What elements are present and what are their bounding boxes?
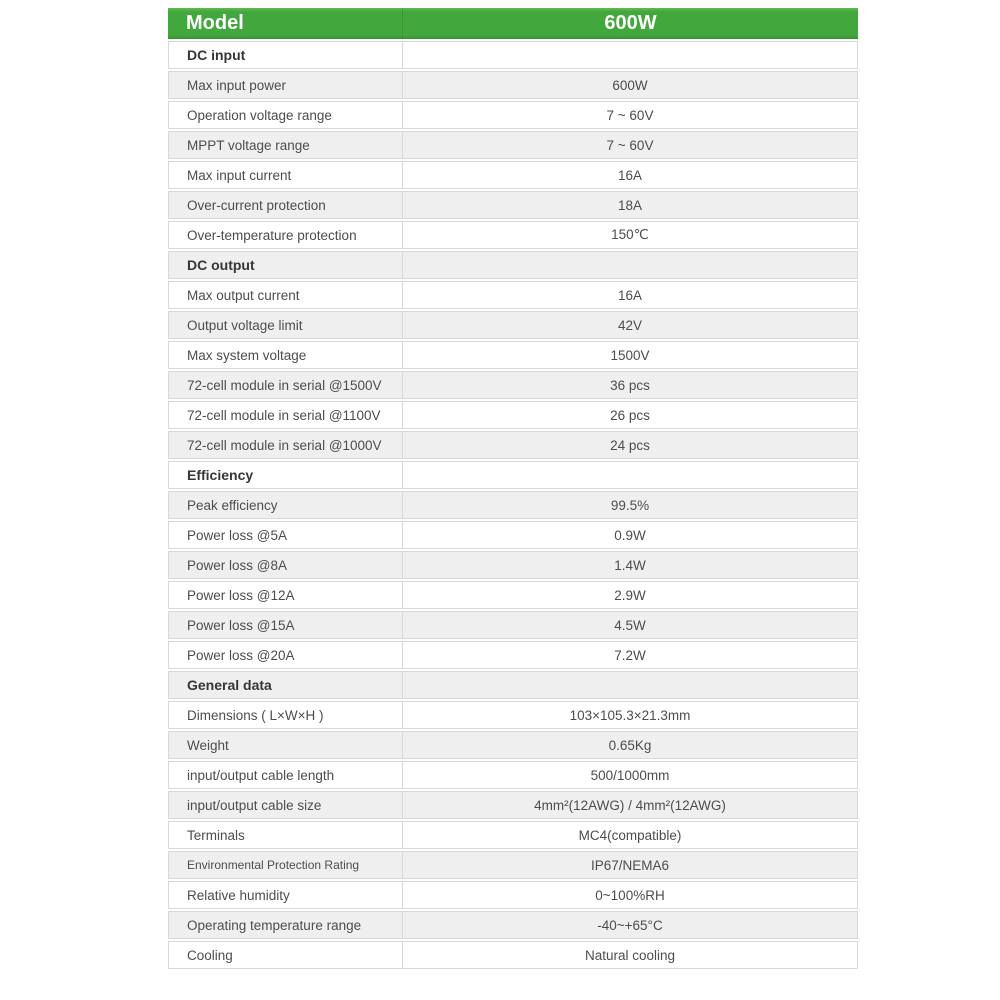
row-label: Max system voltage — [169, 342, 403, 368]
row-label: Operation voltage range — [169, 102, 403, 128]
row-value: 16A — [617, 167, 643, 183]
row-value: 103×105.3×21.3mm — [569, 707, 691, 723]
row-value — [403, 462, 857, 488]
row-label: Relative humidity — [169, 882, 403, 908]
row-value: 1500V — [610, 347, 650, 363]
row-value: 99.5% — [610, 497, 650, 513]
table-row — [168, 71, 858, 99]
section-title: Efficiency — [169, 462, 403, 488]
row-label: Over-temperature protection — [169, 222, 403, 248]
table-row — [168, 491, 858, 519]
table-row — [168, 881, 858, 909]
row-label: Power loss @20A — [169, 642, 403, 668]
table-row — [168, 851, 858, 879]
table-row — [168, 521, 858, 549]
row-label: Power loss @15A — [169, 612, 403, 638]
row-label: 72-cell module in serial @1500V — [169, 372, 403, 398]
header-model-label: Model — [168, 8, 403, 39]
table-row — [168, 341, 858, 369]
row-label: 72-cell module in serial @1100V — [169, 402, 403, 428]
row-value: IP67/NEMA6 — [590, 857, 670, 873]
spec-table-body — [168, 41, 858, 969]
row-value: 4mm²(12AWG) / 4mm²(12AWG) — [534, 797, 726, 813]
table-row — [168, 131, 858, 159]
table-row — [168, 221, 858, 249]
section-title: General data — [169, 672, 403, 698]
row-label: 72-cell module in serial @1000V — [169, 432, 403, 458]
row-value: 26 pcs — [610, 407, 650, 423]
row-value: 0~100%RH — [595, 887, 665, 903]
row-label: Dimensions ( L×W×H ) — [169, 702, 403, 728]
row-label: MPPT voltage range — [169, 132, 403, 158]
row-label: Max input current — [169, 162, 403, 188]
table-row — [168, 701, 858, 729]
row-label: Max input power — [169, 72, 403, 98]
table-row — [168, 161, 858, 189]
row-value — [403, 672, 857, 698]
row-label: Environmental Protection Rating — [169, 852, 403, 878]
row-value: -40~+65°C — [597, 917, 663, 933]
row-value — [403, 252, 857, 278]
row-label: Power loss @8A — [169, 552, 403, 578]
table-row — [168, 911, 858, 939]
table-row — [168, 581, 858, 609]
table-row — [168, 281, 858, 309]
table-row — [168, 101, 858, 129]
table-row — [168, 821, 858, 849]
row-label: input/output cable size — [169, 792, 403, 818]
table-header — [168, 8, 858, 39]
table-row — [168, 941, 858, 969]
row-label: input/output cable length — [169, 762, 403, 788]
section-title: DC input — [169, 42, 403, 68]
row-value: MC4(compatible) — [578, 827, 682, 843]
row-label: Cooling — [169, 942, 403, 968]
section-row — [168, 251, 858, 279]
row-label: Weight — [169, 732, 403, 758]
row-value: 500/1000mm — [590, 767, 670, 783]
row-value: 18A — [617, 197, 643, 213]
section-row — [168, 671, 858, 699]
row-value: 24 pcs — [610, 437, 650, 453]
table-row — [168, 401, 858, 429]
table-row — [168, 431, 858, 459]
row-value: 0.65Kg — [608, 737, 652, 753]
row-label: Over-current protection — [169, 192, 403, 218]
section-title: DC output — [169, 252, 403, 278]
row-label: Terminals — [169, 822, 403, 848]
row-value: 600W — [612, 77, 648, 93]
table-row — [168, 371, 858, 399]
table-row — [168, 761, 858, 789]
row-label: Power loss @12A — [169, 582, 403, 608]
row-label: Output voltage limit — [169, 312, 403, 338]
row-label: Power loss @5A — [169, 522, 403, 548]
row-value: 36 pcs — [610, 377, 650, 393]
row-value: 7.2W — [614, 647, 646, 663]
row-value: 7 ~ 60V — [606, 107, 654, 123]
row-label: Operating temperature range — [169, 912, 403, 938]
row-value: 16A — [617, 287, 643, 303]
row-value: 42V — [617, 317, 643, 333]
product-spec-table — [168, 8, 858, 971]
row-value: 1.4W — [614, 557, 646, 573]
table-row — [168, 791, 858, 819]
row-value: 150℃ — [611, 227, 649, 242]
row-value: Natural cooling — [584, 947, 676, 963]
row-label: Peak efficiency — [169, 492, 403, 518]
section-row — [168, 461, 858, 489]
row-value: 7 ~ 60V — [606, 137, 654, 153]
header-model-value: 600W — [604, 12, 657, 34]
table-row — [168, 551, 858, 579]
section-row — [168, 41, 858, 69]
table-row — [168, 611, 858, 639]
table-row — [168, 731, 858, 759]
row-label: Max output current — [169, 282, 403, 308]
row-value — [403, 42, 857, 68]
row-value: 2.9W — [614, 587, 646, 603]
table-row — [168, 641, 858, 669]
row-value: 4.5W — [614, 617, 646, 633]
table-row — [168, 311, 858, 339]
table-row — [168, 191, 858, 219]
row-value: 0.9W — [614, 527, 646, 543]
